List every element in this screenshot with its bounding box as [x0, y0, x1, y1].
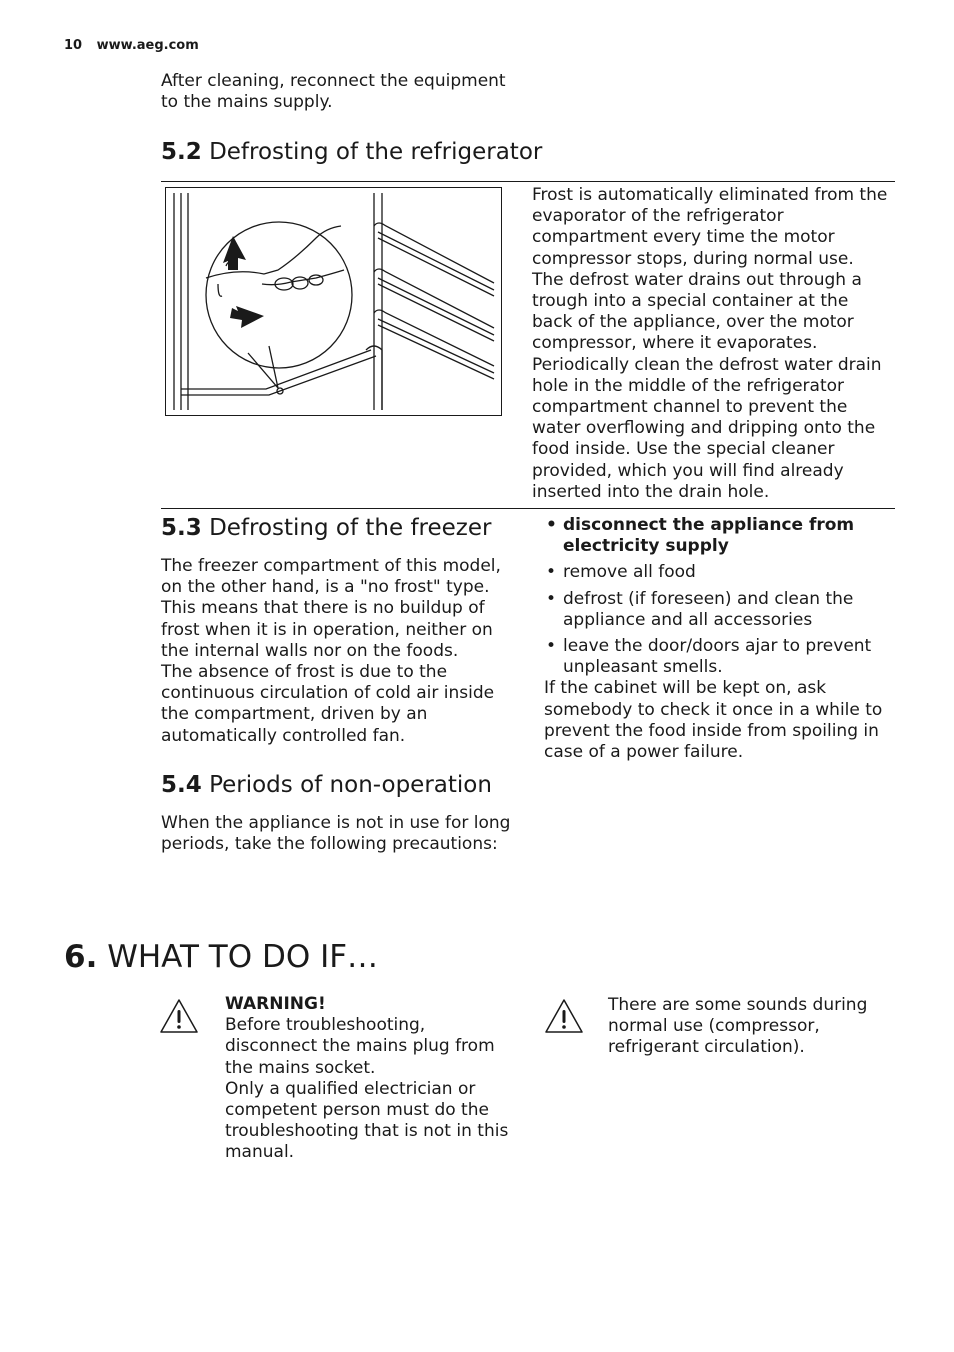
warning-triangle-icon [544, 998, 584, 1034]
defrost-paragraph-2: Periodically clean the defrost water drain hole in the middle of the refrigerator compartment channel to prevent the water overflowing and dripping onto the food inside. Use the special cleaner provided, which you will find already inserted into the drain hole. [532, 354, 882, 502]
section-number: 5.2 [161, 139, 202, 165]
chapter-title: WHAT TO DO IF… [107, 939, 379, 975]
non-operation-paragraph: When the appliance is not in use for long periods, take the following precautions: [161, 813, 511, 855]
section-title: Periods of non-operation [209, 772, 492, 798]
section-5-4-heading [161, 771, 492, 799]
section-title: Defrosting of the refrigerator [209, 139, 543, 165]
section-5-2-text [532, 185, 888, 503]
intro-text: After cleaning, reconnect the equipment to the mains supply. [161, 71, 506, 113]
chapter-number: 6. [64, 939, 98, 975]
section-5-2-heading [161, 138, 542, 166]
precaution-list [544, 515, 889, 678]
divider [161, 508, 895, 509]
warning-paragraph-1: Before troubleshooting, disconnect the mains plug from the mains socket. [225, 1015, 495, 1078]
page-header [64, 38, 199, 53]
section-5-3-text [161, 556, 517, 747]
drain-hole-cleaning-illustration [165, 187, 502, 416]
list-item: • leave the door/doors ajar to prevent unpleasant smells. [544, 636, 889, 678]
section-number: 5.3 [161, 515, 202, 541]
divider [161, 181, 895, 182]
section-title: Defrosting of the freezer [209, 515, 492, 541]
section-5-3-heading [161, 514, 492, 542]
warning-triangle-icon [159, 998, 199, 1034]
defrost-paragraph-1: Frost is automatically eliminated from the evaporator of the refrigerator compartment every time the motor compressor stops, during normal use. The defrost water drains out through a trough into a special container at the back of the appliance, over the motor compressor, where it evaporates. [532, 185, 888, 354]
freezer-paragraph-1: The freezer compartment of this model, on the other hand, is a "no frost" type. This means that there is no buildup of frost when it is in operation, neither on the internal walls nor on the foods. [161, 556, 501, 661]
list-item: • disconnect the appliance from electricity supply [544, 515, 889, 557]
list-item: • defrost (if foreseen) and clean the appliance and all accessories [544, 589, 889, 631]
warning-paragraph-2: Only a qualified electrician or competent person must do the troubleshooting that is not in this manual. [225, 1078, 509, 1163]
section-number: 5.4 [161, 772, 202, 798]
page-number: 10 [64, 38, 83, 53]
list-item: • remove all food [544, 562, 889, 583]
chapter-6-heading [64, 939, 378, 975]
cabinet-kept-on-paragraph: If the cabinet will be kept on, ask somebody to check it once in a while to prevent the food inside from spoiling in case of a power failure. [544, 678, 883, 763]
non-operation-precautions [544, 515, 889, 763]
warning-block [225, 994, 517, 1164]
warning-title: WARNING! [225, 994, 326, 1014]
sounds-note: There are some sounds during normal use (compressor, refrigerant circulation). [608, 995, 868, 1058]
site-link[interactable]: www.aeg.com [96, 38, 199, 53]
freezer-paragraph-2: The absence of frost is due to the continuous circulation of cold air inside the compartment, driven by an automatically controlled fan. [161, 662, 495, 746]
